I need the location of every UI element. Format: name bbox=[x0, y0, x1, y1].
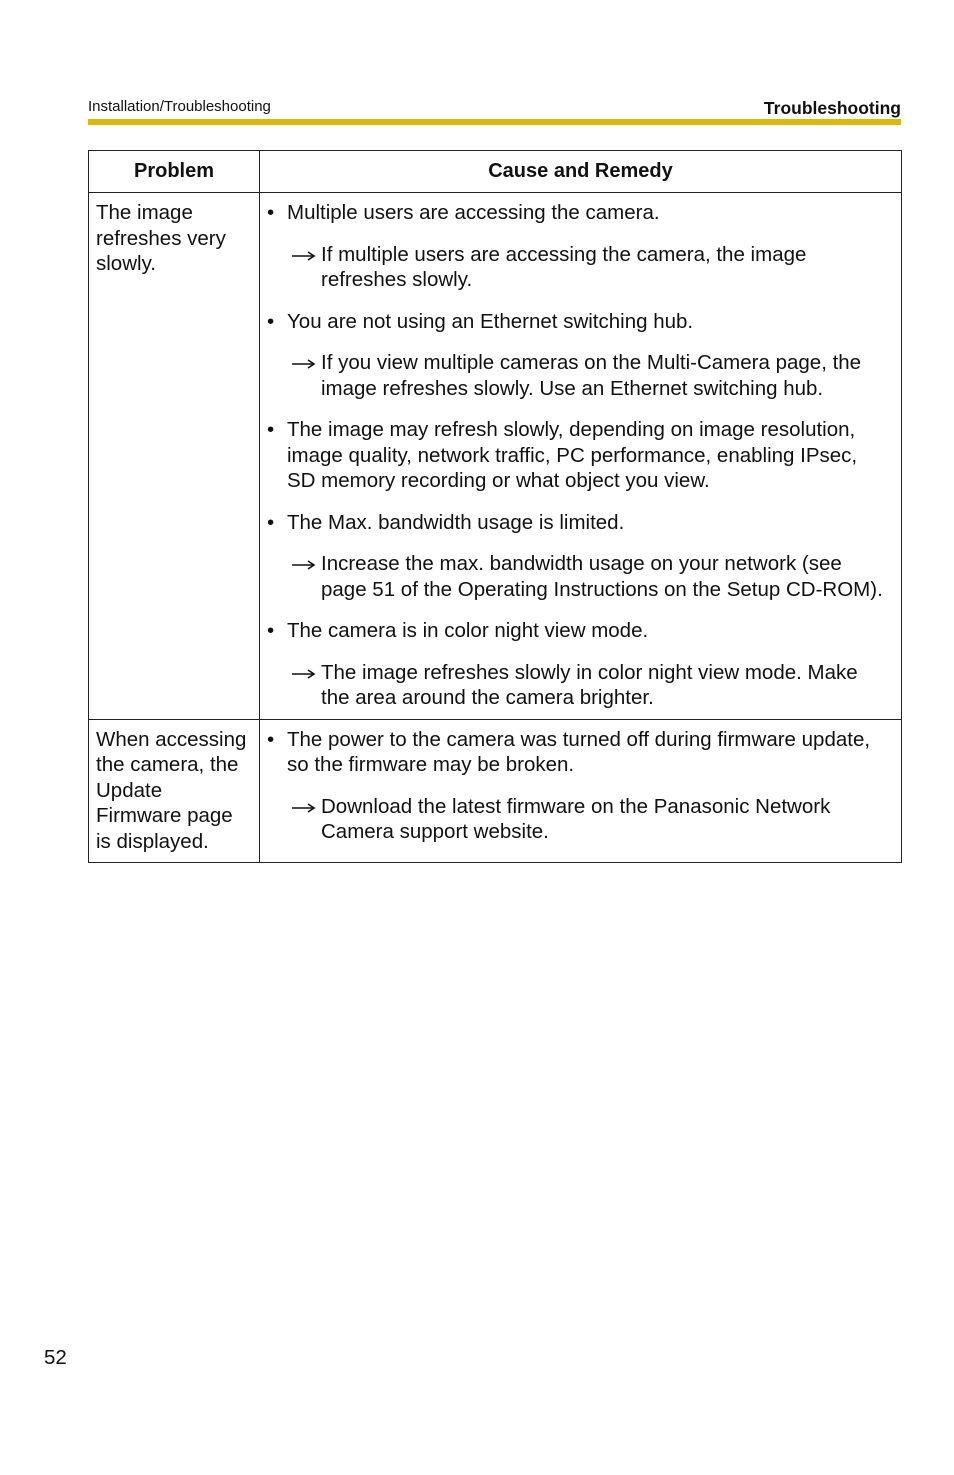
remedy-cell bbox=[260, 193, 902, 720]
remedy-item bbox=[266, 350, 891, 401]
header-rule bbox=[88, 119, 901, 125]
arrow-right-icon bbox=[290, 350, 318, 375]
remedy-item bbox=[266, 551, 891, 602]
table-row bbox=[89, 193, 902, 720]
remedy-text: If you view multiple cameras on the Multi-Camera page, the image refreshes slowly. Use an Ethernet switching hub. bbox=[321, 351, 862, 400]
remedy-cell bbox=[260, 719, 902, 863]
arrow-right-icon bbox=[290, 242, 318, 267]
arrow-right-icon bbox=[290, 794, 318, 819]
cause-item bbox=[266, 309, 891, 335]
arrow-right-icon bbox=[290, 660, 318, 685]
remedy-item bbox=[266, 660, 891, 711]
remedy-item bbox=[266, 242, 891, 293]
cause-text: The Max. bandwidth usage is limited. bbox=[287, 510, 625, 534]
cause-text: The power to the camera was turned off during firmware update, so the firmware may be broken. bbox=[287, 727, 871, 776]
bullet-icon: • bbox=[267, 727, 275, 751]
remedy-text: If multiple users are accessing the camera, the image refreshes slowly. bbox=[321, 242, 807, 291]
remedy-item bbox=[266, 794, 891, 845]
cause-item bbox=[266, 200, 891, 226]
cause-item bbox=[266, 510, 891, 536]
problem-cell: When accessing the camera, the Update Firmware page is displayed. bbox=[89, 719, 260, 863]
cause-text: You are not using an Ethernet switching hub. bbox=[287, 309, 694, 333]
remedy-text: The image refreshes slowly in color night view mode. Make the area around the camera brighter. bbox=[321, 660, 858, 709]
arrow-right-icon bbox=[290, 551, 318, 576]
cause-text: Multiple users are accessing the camera. bbox=[287, 201, 660, 224]
cause-item bbox=[266, 618, 891, 644]
section-title: Installation/Troubleshooting bbox=[88, 98, 271, 115]
remedy-text: Download the latest firmware on the Panasonic Network Camera support website. bbox=[321, 794, 831, 843]
table-header-row bbox=[89, 151, 902, 193]
cause-text: The image may refresh slowly, depending on image resolution, image quality, network traffic, PC performance, enabling IPsec, SD memory recording or what object you view. bbox=[287, 418, 858, 492]
remedy-text: Increase the max. bandwidth usage on your network (see page 51 of the Operating Instructions on the Setup CD-ROM). bbox=[321, 552, 883, 601]
cause-text: The camera is in color night view mode. bbox=[287, 619, 649, 642]
table-row bbox=[89, 719, 902, 863]
page-header bbox=[88, 96, 901, 118]
bullet-icon: • bbox=[267, 201, 275, 224]
chapter-title: Troubleshooting bbox=[763, 98, 901, 118]
page-number: 52 bbox=[44, 1346, 67, 1369]
bullet-icon: • bbox=[267, 510, 275, 534]
remedy-column-header: Cause and Remedy bbox=[260, 151, 902, 193]
bullet-icon: • bbox=[267, 418, 275, 441]
bullet-icon: • bbox=[267, 309, 275, 333]
problem-cell: The image refreshes very slowly. bbox=[89, 193, 260, 720]
bullet-icon: • bbox=[267, 619, 275, 642]
problem-column-header: Problem bbox=[89, 151, 260, 193]
cause-item bbox=[266, 417, 891, 494]
troubleshooting-table bbox=[88, 150, 902, 863]
cause-item bbox=[266, 727, 891, 778]
